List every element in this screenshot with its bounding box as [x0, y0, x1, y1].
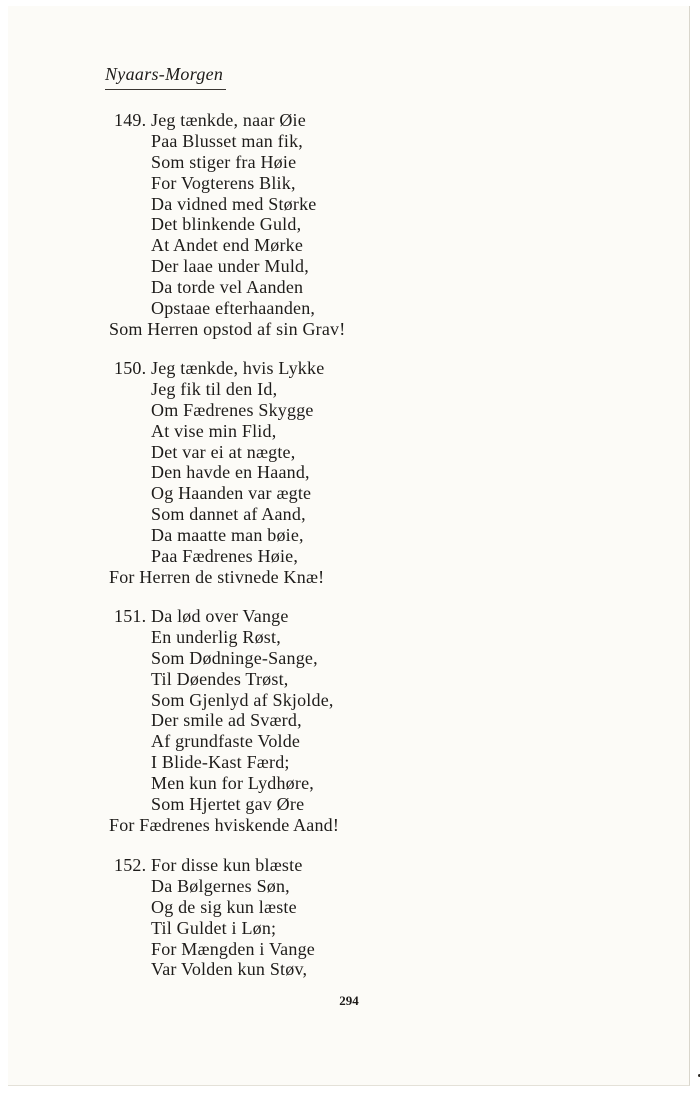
- verse-line: [8, 939, 690, 960]
- verse-line: [8, 897, 690, 918]
- verse-text: Af grundfaste Volde: [151, 731, 301, 752]
- verse-text: Jeg fik til den Id,: [151, 378, 278, 399]
- verse-line: [8, 546, 690, 567]
- verse-text: Men kun for Lydhøre,: [151, 773, 314, 794]
- verse-line: [8, 462, 690, 483]
- verse-line: [8, 131, 690, 152]
- verse-text: Det var ei at nægte,: [151, 441, 296, 462]
- verse-text: I Blide-Kast Færd;: [151, 752, 290, 773]
- verse-line: [8, 277, 690, 298]
- verse-line: [8, 773, 690, 794]
- verse-text: At Andet end Mørke: [151, 235, 304, 256]
- verse-line: [8, 876, 690, 897]
- stanza-150: [8, 358, 690, 588]
- verse-text: Som Gjenlyd af Skjolde,: [151, 689, 334, 710]
- verse-line: [8, 298, 690, 319]
- verse-line: [8, 379, 690, 400]
- verse-line: [8, 256, 690, 277]
- verse-line: [8, 319, 690, 340]
- verse-line: [8, 794, 690, 815]
- verse-line: [8, 400, 690, 421]
- verse-text: Som Dødninge-Sange,: [151, 647, 318, 668]
- verse-line: [8, 504, 690, 525]
- verse-line: [8, 214, 690, 235]
- verse-text: Om Fædrenes Skygge: [151, 399, 314, 420]
- verse-text: Da lød over Vange: [151, 606, 289, 626]
- verse-line: [8, 959, 690, 980]
- verse-text: Som Hjertet gav Øre: [151, 794, 305, 815]
- verse-text: For Vogterens Blik,: [151, 172, 296, 193]
- verse-text: Til Guldet i Løn;: [151, 917, 277, 938]
- verse-text: Og de sig kun læste: [151, 896, 297, 917]
- book-page: [8, 6, 690, 1086]
- verse-text: Paa Blusset man fik,: [151, 130, 303, 151]
- verse-line: [8, 627, 690, 648]
- verse-text: Som stiger fra Høie: [151, 151, 297, 172]
- verse-text: En underlig Røst,: [151, 626, 281, 647]
- running-head: Nyaars-Morgen: [105, 64, 224, 84]
- verse-text: Jeg tænkde, naar Øie: [151, 110, 306, 130]
- verse-line: [8, 194, 690, 215]
- verse-text: Til Døendes Trøst,: [151, 668, 289, 689]
- verse-text: Var Volden kun Støv,: [151, 959, 308, 980]
- verse-line: [8, 669, 690, 690]
- verse-text: Der laae under Muld,: [151, 256, 309, 277]
- verse-line: [8, 421, 690, 442]
- verse-line: [8, 752, 690, 773]
- verse-line: [8, 442, 690, 463]
- stanza-152: [8, 855, 690, 980]
- stanza-149: [8, 110, 690, 340]
- verse-line: [8, 606, 690, 627]
- stanza-151: [8, 606, 690, 836]
- verse-text: Den havde en Haand,: [151, 462, 310, 483]
- verse-line: [8, 731, 690, 752]
- verse-text: Og Haanden var ægte: [151, 483, 312, 504]
- verse-line: [8, 235, 690, 256]
- verse-text: Da vidned med Størke: [151, 193, 317, 214]
- verse-line: [8, 690, 690, 711]
- stanza-number: 152.: [114, 855, 147, 875]
- verse-text: For disse kun blæste: [151, 855, 303, 875]
- verse-text: For Fædrenes hviskende Aand!: [109, 814, 340, 835]
- verse-line: [8, 152, 690, 173]
- verse-text: For Herren de stivnede Knæ!: [109, 566, 325, 587]
- verse-line: [8, 110, 690, 131]
- verse-line: [8, 173, 690, 194]
- verse-text: Som dannet af Aand,: [151, 504, 306, 525]
- verse-text: At vise min Flid,: [151, 420, 277, 441]
- verse-text: Jeg tænkde, hvis Lykke: [151, 358, 325, 378]
- verse-line: [8, 525, 690, 546]
- verse-text: Opstaae efterhaanden,: [151, 298, 316, 319]
- verse-text: Da maatte man bøie,: [151, 525, 304, 546]
- verse-line: [8, 815, 690, 836]
- page-number: 294: [339, 993, 359, 1008]
- verse-line: [8, 483, 690, 504]
- verse-line: [8, 918, 690, 939]
- verse-line: [8, 855, 690, 876]
- verse-line: [8, 358, 690, 379]
- verse-text: Som Herren opstod af sin Grav!: [109, 318, 346, 339]
- verse-line: [8, 648, 690, 669]
- verse-line: [8, 710, 690, 731]
- verse-line: [8, 567, 690, 588]
- verse-text: Det blinkende Guld,: [151, 214, 302, 235]
- verse-text: For Mængden i Vange: [151, 938, 315, 959]
- stanza-number: 150.: [114, 358, 147, 378]
- stanza-number: 151.: [114, 606, 147, 626]
- verse-text: Paa Fædrenes Høie,: [151, 546, 299, 567]
- running-head-rule: [105, 89, 226, 90]
- verse-text: Der smile ad Sværd,: [151, 710, 302, 731]
- verse-text: Da torde vel Aanden: [151, 277, 304, 298]
- verse-text: Da Bølgernes Søn,: [151, 875, 290, 896]
- stanza-number: 149.: [114, 110, 147, 130]
